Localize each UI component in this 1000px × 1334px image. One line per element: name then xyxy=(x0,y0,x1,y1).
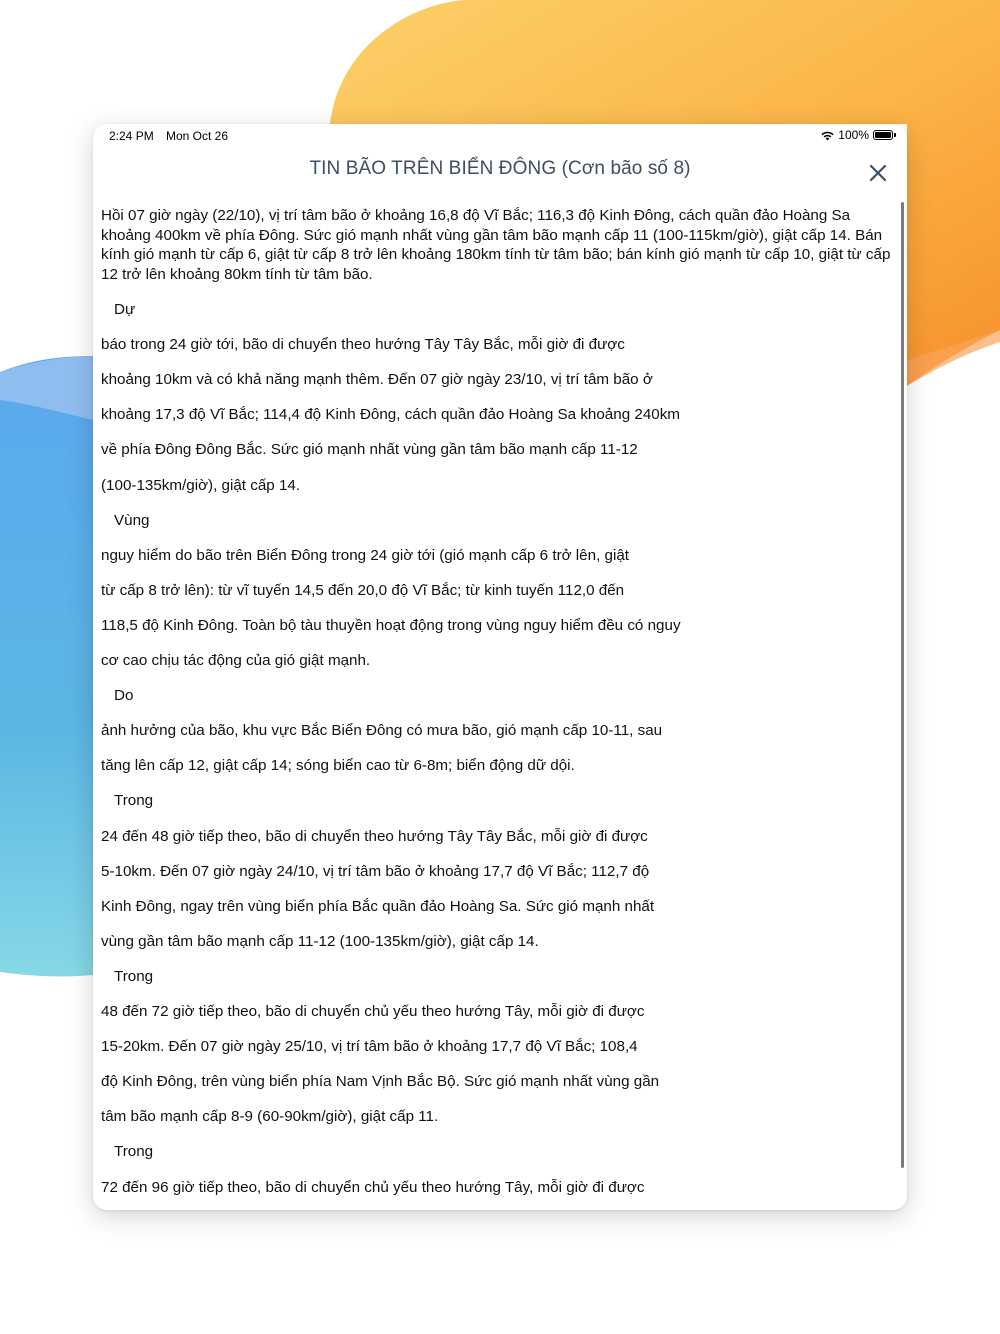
status-bar xyxy=(93,124,907,148)
paragraph-lead-word: Dự xyxy=(114,301,136,318)
article-line: 72 đến 96 giờ tiếp theo, bão di chuyển chủ yếu theo hướng Tây, mỗi giờ đi được xyxy=(101,1178,645,1196)
article-line: 118,5 độ Kinh Đông. Toàn bộ tàu thuyền hoạt động trong vùng nguy hiểm đều có nguy xyxy=(101,616,681,634)
status-indicators xyxy=(820,128,893,142)
article-line: báo trong 24 giờ tới, bão di chuyển theo hướng Tây Tây Bắc, mỗi giờ đi được xyxy=(101,336,625,354)
article-line: 48 đến 72 giờ tiếp theo, bão di chuyển chủ yếu theo hướng Tây, mỗi giờ đi được xyxy=(101,1003,645,1020)
article-line: khoảng 17,3 độ Vĩ Bắc; 114,4 độ Kinh Đông, cách quần đảo Hoàng Sa khoảng 240km xyxy=(101,406,680,424)
article-line: 5-10km. Đến 07 giờ ngày 24/10, vị trí tâm bão ở khoảng 17,7 độ Vĩ Bắc; 112,7 độ xyxy=(101,862,650,880)
close-button[interactable] xyxy=(863,158,893,188)
app-window xyxy=(93,124,907,1210)
article-line: khoảng 10km và có khả năng mạnh thêm. Đến 07 giờ ngày 23/10, vị trí tâm bão ở xyxy=(101,371,653,389)
wifi-icon xyxy=(820,130,835,141)
article-line: 24 đến 48 giờ tiếp theo, bão di chuyển theo hướng Tây Tây Bắc, mỗi giờ đi được xyxy=(101,827,648,845)
status-date: Mon Oct 26 xyxy=(166,129,229,143)
article-line: Kinh Đông, ngay trên vùng biển phía Bắc quần đảo Hoàng Sa. Sức gió mạnh nhất xyxy=(101,897,655,915)
article-line: ảnh hưởng của bão, khu vực Bắc Biển Đông có mưa bão, gió mạnh cấp 10-11, sau xyxy=(101,722,663,740)
article-line: độ Kinh Đông, trên vùng biển phía Nam Vịnh Bắc Bộ. Sức gió mạnh nhất vùng gần xyxy=(101,1073,660,1091)
article-line: về phía Đông Đông Bắc. Sức gió mạnh nhất vùng gần tâm bão mạnh cấp 11-12 xyxy=(101,441,638,459)
paragraph-lead-word: Trong xyxy=(114,792,154,810)
article-scroll-area[interactable] xyxy=(93,200,907,1210)
page-title: TIN BÃO TRÊN BIỂN ĐÔNG (Cơn bão số 8) xyxy=(309,158,691,179)
article-intro-paragraph: Hồi 07 giờ ngày (22/10), vị trí tâm bão ở khoảng 16,8 độ Vĩ Bắc; 116,3 độ Kinh Đông, cách quần đảo Hoàng Sa khoảng 400km về phía Đông. Sức gió mạnh nhất vùng gần tâm bão mạnh cấp 11 (100-115km/giờ), giật cấp 14. Bán kính gió mạnh từ cấp 6, giật từ cấp 8 trở lên khoảng 180km tính từ tâm bão; bán kính gió mạnh từ cấp 10, giật từ cấp 12 trở lên khoảng 80km tính từ tâm bão. xyxy=(101,207,891,283)
paragraph-lead-word: Do xyxy=(114,687,134,705)
paragraph-lead-word: Vùng xyxy=(114,511,150,529)
article-line: nguy hiểm do bão trên Biển Đông trong 24 giờ tới (gió mạnh cấp 6 trở lên, giật xyxy=(101,546,629,564)
article-line: 15-20km. Đến 07 giờ ngày 25/10, vị trí tâm bão ở khoảng 17,7 độ Vĩ Bắc; 108,4 xyxy=(101,1038,638,1056)
article-line: (100-135km/giờ), giật cấp 14. xyxy=(101,476,301,494)
scrollbar[interactable] xyxy=(901,202,904,1168)
article-line: từ cấp 8 trở lên): từ vĩ tuyến 14,5 đến 20,0 độ Vĩ Bắc; từ kinh tuyến 112,0 đến xyxy=(101,581,625,599)
article-line: cơ cao chịu tác động của gió giật mạnh. xyxy=(101,652,371,669)
battery-percent: 100% xyxy=(838,128,869,142)
paragraph-lead-word: Trong xyxy=(114,1143,154,1161)
battery-icon xyxy=(873,130,893,140)
paragraph-lead-word: Trong xyxy=(114,967,154,985)
article-line: tâm bão mạnh cấp 8-9 (60-90km/giờ), giật cấp 11. xyxy=(101,1108,439,1126)
status-time: 2:24 PM xyxy=(109,129,154,143)
modal-header xyxy=(93,148,907,200)
article-line: tăng lên cấp 12, giật cấp 14; sóng biển cao từ 6-8m; biển động dữ dội. xyxy=(101,757,575,775)
article-line: vùng gần tâm bão mạnh cấp 11-12 (100-135km/giờ), giật cấp 14. xyxy=(101,932,539,950)
close-x-icon xyxy=(863,158,893,188)
